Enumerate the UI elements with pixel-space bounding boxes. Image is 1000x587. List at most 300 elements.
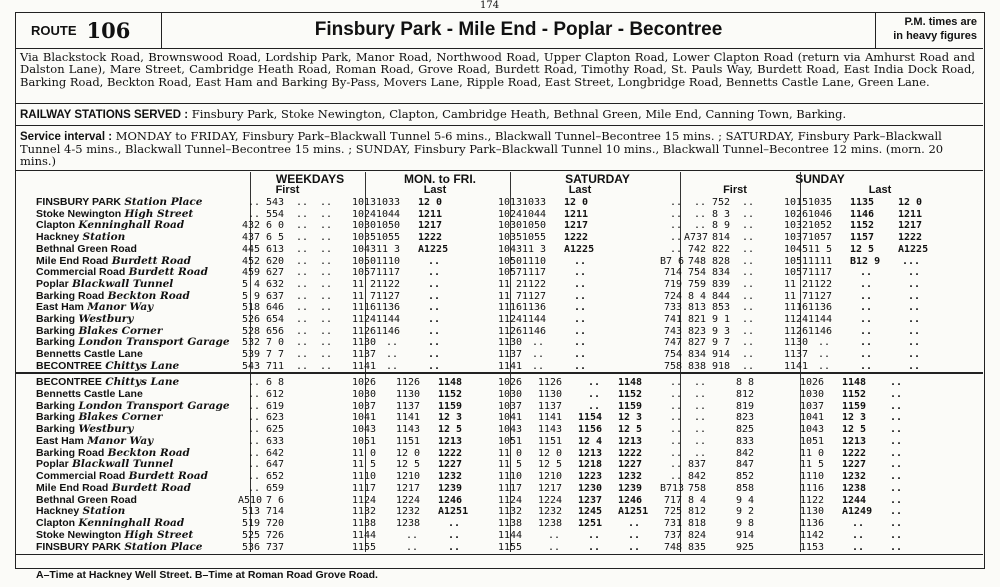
time-cell: .. xyxy=(447,541,460,553)
time-cell: .. xyxy=(319,220,332,232)
time-cell: .. xyxy=(859,337,872,349)
stop-name: Mile End Road xyxy=(36,481,109,494)
time-cell: 1126 xyxy=(498,325,523,337)
time-cell: 1232 xyxy=(396,506,421,518)
time-cell: 1146 xyxy=(522,325,547,337)
time-cell: 1043 xyxy=(352,424,377,435)
time-cell: .. xyxy=(669,459,682,471)
time-cell: 8 3 xyxy=(711,208,730,220)
header-sunday-last: Last xyxy=(868,184,892,196)
time-cell: .. xyxy=(741,208,754,220)
time-cell: .. xyxy=(741,232,754,244)
time-cell: .. xyxy=(859,290,872,302)
time-cell: 11 7 xyxy=(352,290,377,302)
time-cell: 1130 xyxy=(498,337,523,349)
time-cell: .. xyxy=(859,302,872,314)
time-cell: 1143 xyxy=(538,424,563,435)
time-cell: .. xyxy=(587,388,600,400)
time-cell: .. xyxy=(405,541,418,553)
time-cell: A1251 xyxy=(618,506,649,518)
route-title: Finsbury Park - Mile End - Poplar - Becontree xyxy=(314,19,723,40)
time-cell: .. xyxy=(295,208,308,220)
time-cell: .. xyxy=(889,529,902,541)
time-cell: 1117 xyxy=(522,267,547,279)
time-cell: .. xyxy=(295,349,308,361)
time-cell: .. xyxy=(669,424,682,435)
time-cell: 1033 xyxy=(376,197,401,208)
stop-qualifier: Beckton Road xyxy=(107,289,190,302)
service-interval xyxy=(20,130,975,168)
time-cell: 812 xyxy=(687,506,706,518)
time-cell: 12 5 xyxy=(850,243,875,255)
time-cell: .. xyxy=(693,424,706,435)
time-cell: 526 xyxy=(241,314,260,325)
time-cell: 11 0 xyxy=(498,447,523,459)
header-saturday: SATURDAY xyxy=(565,172,630,186)
time-cell: 754 xyxy=(687,267,706,279)
time-cell: 1015 xyxy=(784,197,809,208)
time-cell: .. xyxy=(547,529,560,541)
time-cell: 1148 xyxy=(438,377,463,388)
time-cell: 726 xyxy=(265,529,284,541)
time-cell: 1130 xyxy=(396,388,421,400)
time-cell: 1138 xyxy=(498,518,523,529)
stop-name: Hackney xyxy=(36,231,80,244)
time-cell: 1217 xyxy=(538,482,563,494)
time-cell: 1050 xyxy=(352,255,377,267)
time-cell: 1136 xyxy=(808,302,833,314)
time-cell: .. xyxy=(669,197,682,208)
inbound-stop-14 xyxy=(36,542,202,554)
time-cell: 1152 xyxy=(842,388,867,400)
time-cell: 1044 xyxy=(522,208,547,220)
time-cell: .. xyxy=(859,360,872,372)
time-cell: .. xyxy=(319,243,332,255)
time-cell: 918 xyxy=(711,360,730,372)
time-cell: 1057 xyxy=(498,267,523,279)
time-cell: .. xyxy=(247,208,260,220)
time-cell: .. xyxy=(587,541,600,553)
time-cell: 1218 xyxy=(578,459,603,471)
time-cell: .. xyxy=(669,208,682,220)
time-cell: .. xyxy=(319,232,332,244)
time-cell: 1032 xyxy=(784,220,809,232)
time-cell: 1155 xyxy=(352,541,377,553)
stop-name: BECONTREE xyxy=(36,376,102,388)
stop-name: East Ham xyxy=(36,434,84,447)
stop-name: Barking xyxy=(36,399,76,412)
stop-name: Barking xyxy=(36,324,76,337)
time-cell: .. xyxy=(573,302,586,314)
time-cell: 1122 xyxy=(522,278,547,290)
time-cell: .. xyxy=(319,302,332,314)
stop-name: Barking Road xyxy=(36,289,105,302)
time-cell: .. xyxy=(247,435,260,447)
time-cell: .. xyxy=(295,232,308,244)
time-cell: 536 xyxy=(241,541,260,553)
time-cell: .. xyxy=(741,302,754,314)
time-cell: 1152 xyxy=(850,220,875,232)
time-cell: .. xyxy=(531,349,544,361)
time-cell: .. xyxy=(427,360,440,372)
time-cell: 1155 xyxy=(498,541,523,553)
time-cell: .. xyxy=(427,290,440,302)
stop-name: Barking Road xyxy=(36,446,105,459)
time-cell: .. xyxy=(693,447,706,459)
time-cell: 1026 xyxy=(352,377,377,388)
time-cell: A1249 xyxy=(842,506,873,518)
time-cell: 1110 xyxy=(376,255,401,267)
time-cell: 1035 xyxy=(498,232,523,244)
time-cell: 7 0 xyxy=(265,337,284,349)
time-cell: 1126 xyxy=(352,325,377,337)
time-cell: 612 xyxy=(265,388,284,400)
time-cell: .. xyxy=(319,360,332,372)
time-cell: 1210 xyxy=(396,471,421,482)
stop-name: Commercial Road xyxy=(36,266,126,279)
time-cell: 1227 xyxy=(618,459,643,471)
pm-note xyxy=(875,12,983,48)
time-cell: 8 4 xyxy=(687,494,706,506)
time-cell: A1225 xyxy=(898,243,929,255)
time-cell: .. xyxy=(531,360,544,372)
time-cell: .. xyxy=(319,337,332,349)
time-cell: .. xyxy=(889,388,902,400)
time-cell: 1222 xyxy=(418,232,443,244)
stop-qualifier: High Street xyxy=(124,207,194,220)
time-cell: 1141 xyxy=(396,412,421,424)
stop-qualifier: Blakes Corner xyxy=(78,411,163,424)
time-cell: .. xyxy=(889,377,902,388)
time-cell: .. xyxy=(295,290,308,302)
stop-name: Barking xyxy=(36,313,76,325)
time-cell: .. xyxy=(859,314,872,325)
time-cell: .. xyxy=(889,506,902,518)
time-cell: 1211 xyxy=(898,208,923,220)
time-cell: .. xyxy=(693,412,706,424)
time-cell: 1141 xyxy=(784,360,809,372)
time-cell: .. xyxy=(907,267,920,279)
time-cell: 1116 xyxy=(352,302,377,314)
direction-divider xyxy=(15,372,983,374)
time-cell: 1051 xyxy=(800,435,825,447)
time-cell: 620 xyxy=(265,255,284,267)
time-cell: 838 xyxy=(687,360,706,372)
time-cell: .. xyxy=(573,278,586,290)
time-cell: 432 xyxy=(241,220,260,232)
time-cell: 1045 xyxy=(784,243,809,255)
time-cell: .. xyxy=(741,197,754,208)
time-cell: .. xyxy=(295,314,308,325)
time-cell: 821 xyxy=(687,314,706,325)
time-cell: A510 xyxy=(238,494,263,506)
time-cell: 1159 xyxy=(842,400,867,412)
time-cell: 1227 xyxy=(842,459,867,471)
time-cell: .. xyxy=(319,255,332,267)
time-cell: .. xyxy=(669,447,682,459)
time-cell: 747 xyxy=(663,337,682,349)
time-cell: .. xyxy=(889,494,902,506)
time-cell: 7 6 xyxy=(265,494,284,506)
time-cell: .. xyxy=(627,529,640,541)
time-cell: 1146 xyxy=(808,325,833,337)
stop-name: BECONTREE xyxy=(36,359,102,372)
stop-name: Clapton xyxy=(36,517,76,529)
time-cell: 1030 xyxy=(352,220,377,232)
time-cell: 1132 xyxy=(352,506,377,518)
divider xyxy=(15,170,983,171)
time-cell: .. xyxy=(573,325,586,337)
time-cell: .. xyxy=(319,290,332,302)
pm-note-line1: P.M. times are xyxy=(904,16,977,28)
time-cell: 1246 xyxy=(618,494,643,506)
time-cell: 11 2 xyxy=(498,278,523,290)
time-cell: 758 xyxy=(663,360,682,372)
time-cell: 1035 xyxy=(352,232,377,244)
time-cell: 1143 xyxy=(396,424,421,435)
time-cell: 1130 xyxy=(784,337,809,349)
time-cell: .. xyxy=(247,412,260,424)
time-cell: 823 xyxy=(735,412,754,424)
stop-qualifier: Beckton Road xyxy=(107,446,190,459)
time-cell: .. xyxy=(817,349,830,361)
time-cell: 1141 xyxy=(352,360,377,372)
time-cell: 819 xyxy=(735,400,754,412)
time-cell: 654 xyxy=(265,314,284,325)
time-cell: .. xyxy=(587,400,600,412)
time-cell: 1136 xyxy=(522,302,547,314)
time-cell: 1144 xyxy=(808,314,833,325)
time-cell: 827 xyxy=(687,337,706,349)
time-cell: 1124 xyxy=(498,314,523,325)
time-cell: 1152 xyxy=(438,388,463,400)
time-cell: .. xyxy=(693,435,706,447)
time-cell: .. xyxy=(669,377,682,388)
time-cell: .. xyxy=(573,360,586,372)
time-cell: 445 xyxy=(241,243,260,255)
time-cell: .. xyxy=(427,314,440,325)
time-cell: .. xyxy=(889,459,902,471)
time-cell: 5 9 xyxy=(241,290,260,302)
time-cell: 1136 xyxy=(800,518,825,529)
time-cell: 1223 xyxy=(578,471,603,482)
time-cell: 9 2 xyxy=(735,506,754,518)
time-cell: 1037 xyxy=(800,400,825,412)
time-cell: 858 xyxy=(735,482,754,494)
time-cell: 1051 xyxy=(784,255,809,267)
stop-name: FINSBURY PARK xyxy=(36,540,121,553)
time-cell: .. xyxy=(247,447,260,459)
service-label: Service interval : xyxy=(20,131,113,143)
time-cell: 525 xyxy=(241,529,260,541)
time-cell: 1050 xyxy=(498,255,523,267)
time-cell: 1246 xyxy=(438,494,463,506)
header-saturday-last: Last xyxy=(568,184,592,196)
time-cell: 1122 xyxy=(808,278,833,290)
time-cell: .. xyxy=(427,267,440,279)
time-cell: .. xyxy=(247,197,260,208)
time-cell: 842 xyxy=(735,447,754,459)
time-cell: .. xyxy=(427,255,440,267)
time-cell: .. xyxy=(851,518,864,529)
time-cell: .. xyxy=(447,518,460,529)
time-cell: 1217 xyxy=(396,482,421,494)
time-cell: .. xyxy=(889,482,902,494)
time-cell: 554 xyxy=(265,208,284,220)
stop-qualifier: Westbury xyxy=(78,313,134,325)
time-cell: .. xyxy=(427,278,440,290)
time-cell: 754 xyxy=(663,349,682,361)
pm-note-line2: in heavy figures xyxy=(893,30,977,42)
time-cell: 1232 xyxy=(538,506,563,518)
time-cell: 1152 xyxy=(618,388,643,400)
time-cell: 1138 xyxy=(352,518,377,529)
time-cell: .. xyxy=(295,220,308,232)
header-weekdays-first: First xyxy=(275,184,300,196)
stop-name: FINSBURY PARK xyxy=(36,196,121,208)
time-cell: 12 4 xyxy=(578,435,603,447)
time-cell: 632 xyxy=(265,278,284,290)
header-weekdays: WEEKDAYS xyxy=(275,172,345,186)
time-cell: .. xyxy=(907,290,920,302)
time-cell: 724 xyxy=(663,290,682,302)
time-cell: 1127 xyxy=(522,290,547,302)
time-cell: 1141 xyxy=(538,412,563,424)
time-cell: 459 xyxy=(241,267,260,279)
time-cell: 1237 xyxy=(578,494,603,506)
time-cell: 1146 xyxy=(376,325,401,337)
time-cell: 1232 xyxy=(438,471,463,482)
time-cell: 1043 xyxy=(498,243,523,255)
time-cell: 741 xyxy=(663,314,682,325)
time-cell: 1148 xyxy=(842,377,867,388)
time-cell: 828 xyxy=(711,255,730,267)
time-cell: .. xyxy=(889,471,902,482)
time-cell: 1122 xyxy=(800,494,825,506)
time-cell: .. xyxy=(859,349,872,361)
stop-qualifier: Station Place xyxy=(124,540,203,553)
stop-qualifier: London Transport Garage xyxy=(78,399,230,412)
time-cell: 12 3 xyxy=(438,412,463,424)
time-cell: 1137 xyxy=(352,349,377,361)
time-cell: .. xyxy=(295,255,308,267)
time-cell: 737 xyxy=(265,541,284,553)
time-cell: .. xyxy=(907,278,920,290)
time-cell: 12 5 xyxy=(618,424,643,435)
time-cell: 1137 xyxy=(784,349,809,361)
time-cell: 1144 xyxy=(498,529,523,541)
time-cell: 1043 xyxy=(352,243,377,255)
stop-qualifier: Station xyxy=(82,231,126,244)
time-cell: .. xyxy=(295,267,308,279)
time-cell: 452 xyxy=(241,255,260,267)
time-cell: 1110 xyxy=(352,471,377,482)
time-cell: 12 0 xyxy=(898,197,923,208)
route-number: 106 xyxy=(86,17,131,43)
time-cell: 656 xyxy=(265,325,284,337)
time-cell: 1251 xyxy=(578,518,603,529)
time-cell: 11 3 xyxy=(376,243,401,255)
time-cell: 1122 xyxy=(376,278,401,290)
time-cell: .. xyxy=(247,388,260,400)
time-cell: 1110 xyxy=(522,255,547,267)
time-cell: 1041 xyxy=(352,412,377,424)
stop-name: Bennetts Castle Lane xyxy=(36,387,143,400)
time-cell: 1130 xyxy=(800,506,825,518)
time-cell: .. xyxy=(889,435,902,447)
time-cell: 833 xyxy=(735,435,754,447)
time-cell: 834 xyxy=(711,267,730,279)
time-cell: .. xyxy=(547,541,560,553)
time-cell: 623 xyxy=(265,412,284,424)
time-cell: 1124 xyxy=(784,314,809,325)
time-cell: 7 7 xyxy=(265,349,284,361)
stop-name: Barking xyxy=(36,411,76,424)
stop-qualifier: Kenninghall Road xyxy=(78,219,185,232)
time-cell: 1110 xyxy=(800,471,825,482)
time-cell: .. xyxy=(669,400,682,412)
time-cell: 12 5 xyxy=(396,459,421,471)
time-cell: 1055 xyxy=(522,232,547,244)
header-sunday-first: First xyxy=(723,184,747,196)
time-cell: 1137 xyxy=(396,400,421,412)
divider xyxy=(15,103,983,104)
stop-qualifier: Chittys Lane xyxy=(105,359,180,372)
time-cell: A1225 xyxy=(564,243,595,255)
time-cell: 646 xyxy=(265,302,284,314)
stop-qualifier: Manor Way xyxy=(87,434,154,447)
time-cell: 1110 xyxy=(498,471,523,482)
stop-qualifier: Kenninghall Road xyxy=(78,517,185,529)
time-cell: 823 xyxy=(687,325,706,337)
time-cell: 11 5 xyxy=(808,243,833,255)
time-cell: .. xyxy=(385,337,398,349)
time-cell: .. xyxy=(319,197,332,208)
time-cell: 1037 xyxy=(784,232,809,244)
time-cell: 842 xyxy=(687,471,706,482)
time-cell: .. xyxy=(669,232,682,244)
route-label: ROUTE xyxy=(31,22,77,38)
time-cell: 1213 xyxy=(578,447,603,459)
time-cell: .. xyxy=(889,447,902,459)
time-cell: 1144 xyxy=(522,314,547,325)
time-cell: 719 xyxy=(663,278,682,290)
time-cell: 1030 xyxy=(498,388,523,400)
time-cell: .. xyxy=(447,529,460,541)
stop-qualifier: London Transport Garage xyxy=(78,336,230,349)
time-cell: 1030 xyxy=(498,220,523,232)
time-cell: .. xyxy=(405,529,418,541)
time-cell: 9 4 xyxy=(735,494,754,506)
time-cell: .. xyxy=(693,388,706,400)
time-cell: 733 xyxy=(663,302,682,314)
time-cell: 1057 xyxy=(784,267,809,279)
time-cell: .. xyxy=(295,302,308,314)
time-cell: 1043 xyxy=(498,424,523,435)
time-cell: 1117 xyxy=(808,267,833,279)
time-cell: .. xyxy=(247,459,260,471)
time-cell: .. xyxy=(741,349,754,361)
time-cell: 1146 xyxy=(850,208,875,220)
time-cell: A1251 xyxy=(438,506,469,518)
time-cell: .. xyxy=(741,360,754,372)
time-cell: .. xyxy=(693,400,706,412)
time-cell: 513 xyxy=(241,506,260,518)
time-cell: .. xyxy=(573,290,586,302)
time-cell: .. xyxy=(531,337,544,349)
time-cell: 852 xyxy=(735,471,754,482)
time-cell: 847 xyxy=(735,459,754,471)
